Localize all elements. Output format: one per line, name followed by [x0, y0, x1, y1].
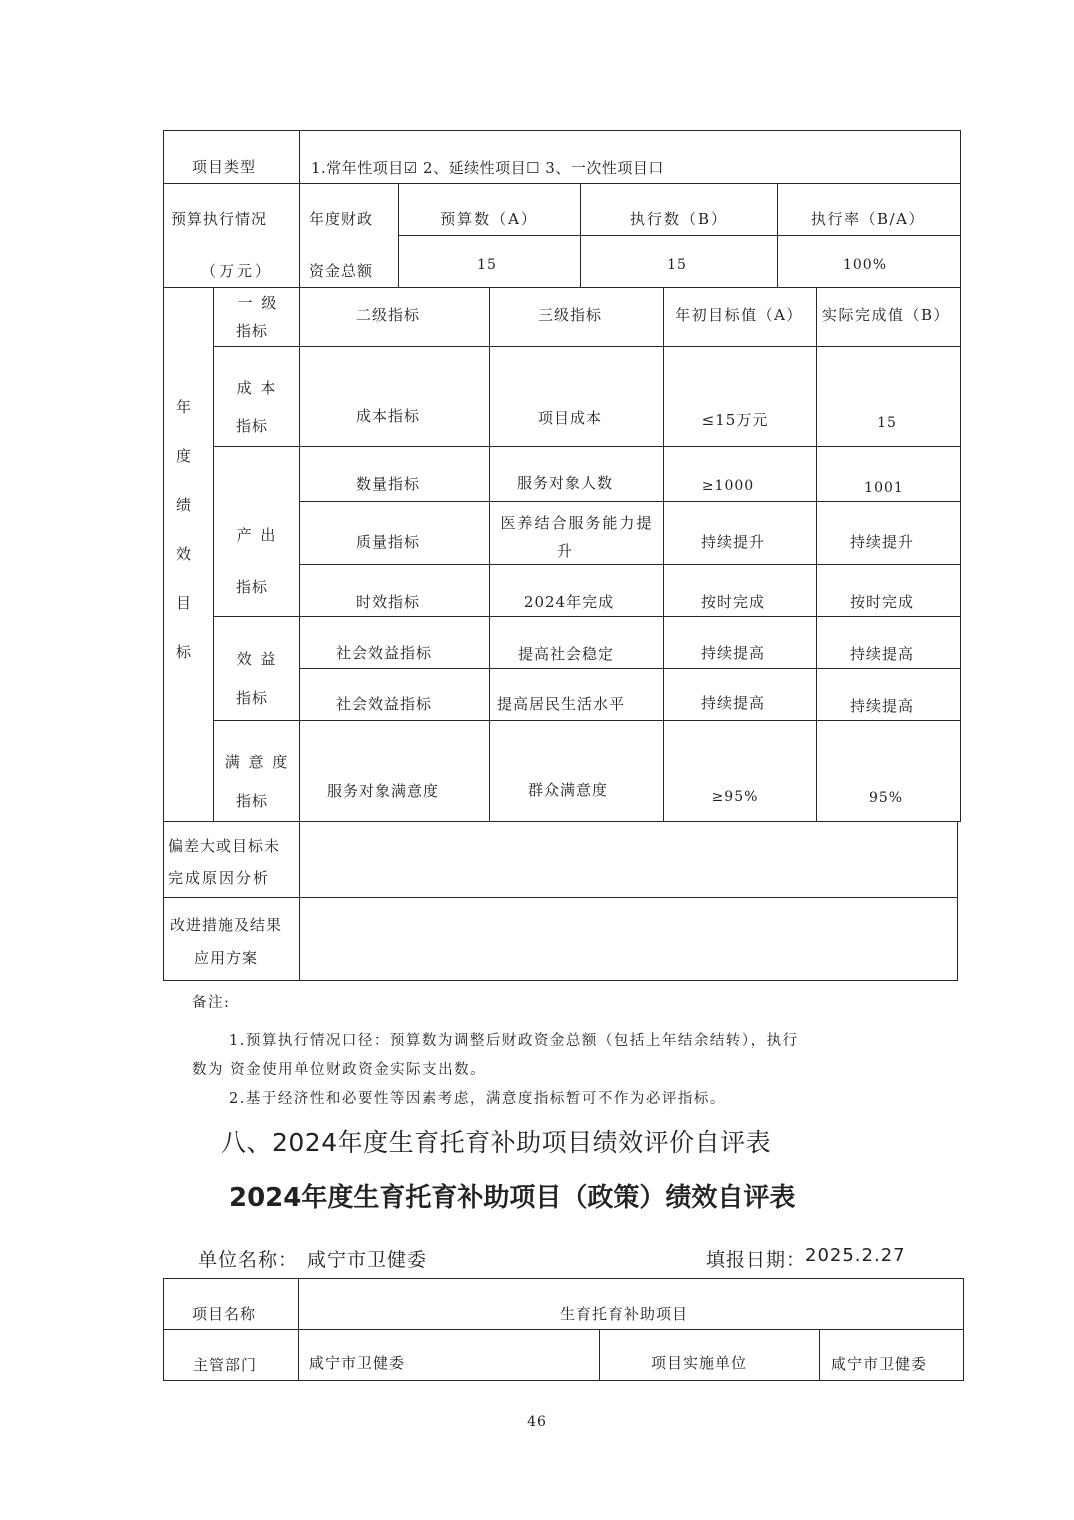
table-row-target: ≥1000 [701, 478, 755, 494]
budget-unit-label: （万元） [200, 262, 274, 280]
table-row-level2: 成本指标 [355, 407, 421, 425]
table-row-level3-2: 升 [556, 542, 574, 560]
dept-label: 主管部门 [192, 1356, 258, 1374]
vertical-char: 绩 [176, 496, 192, 514]
table-row-level2: 社会效益指标 [335, 695, 433, 713]
budget-label: 预算执行情况 [170, 210, 268, 228]
deviation-label: 偏差大或目标未 [168, 837, 281, 855]
table-row-actual: 持续提高 [849, 697, 915, 715]
vertical-char: 目 [176, 594, 192, 612]
actual-header: 实际完成值（B） [821, 306, 951, 324]
table-row-level3: 服务对象人数 [516, 474, 614, 492]
table-row-target: 持续提高 [700, 694, 766, 712]
table-row-level3: 群众满意度 [527, 781, 609, 799]
notes-title: 备注: [192, 995, 231, 1011]
vertical-char: 标 [176, 643, 192, 661]
level2-header: 二级指标 [355, 306, 421, 324]
budget-header-b: 执行数（B） [629, 210, 729, 228]
table-row-target: 持续提高 [700, 644, 766, 662]
table-row-level3: 提高社会稳定 [517, 645, 615, 663]
table-row-level2: 社会效益指标 [335, 644, 433, 662]
table-row-level3: 提高居民生活水平 [496, 695, 626, 713]
table-row-target: ≥95% [711, 789, 759, 805]
group-benefit-label-2: 指标 [235, 689, 269, 707]
project-name-label: 项目名称 [191, 1305, 257, 1323]
improvement-label-2: 应用方案 [193, 949, 259, 967]
budget-value-b: 15 [667, 257, 687, 273]
table-row-level2: 时效指标 [355, 593, 421, 611]
level1-header: 一 级 [237, 294, 279, 312]
group-output-label-2: 指标 [235, 578, 269, 596]
group-benefit-label: 效 益 [236, 650, 278, 668]
vertical-char: 效 [176, 545, 192, 563]
table-row-actual: 按时完成 [849, 593, 915, 611]
form-title: 2024年度生育托育补助项目（政策）绩效自评表 [229, 1183, 796, 1213]
unit-name-label: 单位名称： [198, 1249, 299, 1271]
table-row-level3: 2024年完成 [523, 593, 615, 611]
notes-line-2: 数为 资金使用单位财政资金实际支出数。 [192, 1062, 487, 1078]
group-cost-label-2: 指标 [235, 417, 269, 435]
table-row-target: 按时完成 [700, 593, 766, 611]
table-row-actual: 95% [868, 790, 904, 806]
budget-value-a: 15 [477, 257, 497, 273]
unit-name-value: 咸宁市卫健委 [307, 1249, 428, 1271]
budget-header-a: 预算数（A） [440, 210, 538, 228]
level1-header-2: 指标 [235, 322, 269, 340]
fiscal-label: 年度财政 [308, 210, 374, 228]
target-header: 年初目标值（A） [675, 306, 803, 324]
table-row-target: ≤15万元 [701, 411, 769, 429]
table-row-level3: 项目成本 [537, 409, 603, 427]
group-cost-label: 成 本 [236, 379, 278, 397]
vertical-char: 度 [176, 447, 192, 465]
table-row-actual: 15 [877, 415, 897, 431]
group-satisfaction-label: 满 意 度 [224, 753, 290, 771]
impl-unit-value: 咸宁市卫健委 [830, 1355, 928, 1373]
level3-header: 三级指标 [537, 306, 603, 324]
project-name-value: 生育托育补助项目 [559, 1305, 689, 1323]
project-type-value: 1.常年性项目☑ 2、延续性项目☐ 3、一次性项目口 [311, 159, 664, 177]
improvement-label: 改进措施及结果 [169, 916, 283, 934]
report-date-label: 填报日期： [706, 1249, 807, 1271]
report-date-value: 2025.2.27 [805, 1245, 906, 1266]
fiscal-label-2: 资金总额 [308, 262, 374, 280]
notes-line-3: 2.基于经济性和必要性等因素考虑，满意度指标暂可不作为必评指标。 [229, 1091, 726, 1107]
table-row-actual: 持续提高 [849, 645, 915, 663]
table-row-target: 持续提升 [700, 533, 766, 551]
group-output-label: 产 出 [236, 526, 278, 544]
table-row-level2: 质量指标 [355, 533, 421, 551]
table-row-level3: 医养结合服务能力提 [500, 514, 654, 532]
table-row-actual: 1001 [864, 480, 904, 496]
section-heading: 八、2024年度生育托育补助项目绩效评价自评表 [221, 1128, 772, 1157]
table-row-level2: 数量指标 [355, 475, 421, 493]
table-row-level2: 服务对象满意度 [326, 782, 440, 800]
group-satisfaction-label-2: 指标 [235, 792, 269, 810]
project-type-label: 项目类型 [191, 158, 257, 176]
deviation-label-2: 完成原因分析 [168, 869, 271, 887]
table-row-actual: 持续提升 [849, 533, 915, 551]
page-number: 46 [527, 1414, 547, 1430]
budget-value-rate: 100% [842, 257, 888, 273]
notes-line-1: 1.预算执行情况口径：预算数为调整后财政资金总额（包括上年结余结转），执行 [229, 1033, 799, 1049]
vertical-char: 年 [176, 398, 192, 416]
budget-header-rate: 执行率（B/A） [811, 210, 925, 228]
dept-value: 咸宁市卫健委 [309, 1354, 406, 1372]
impl-unit-label: 项目实施单位 [650, 1354, 748, 1372]
